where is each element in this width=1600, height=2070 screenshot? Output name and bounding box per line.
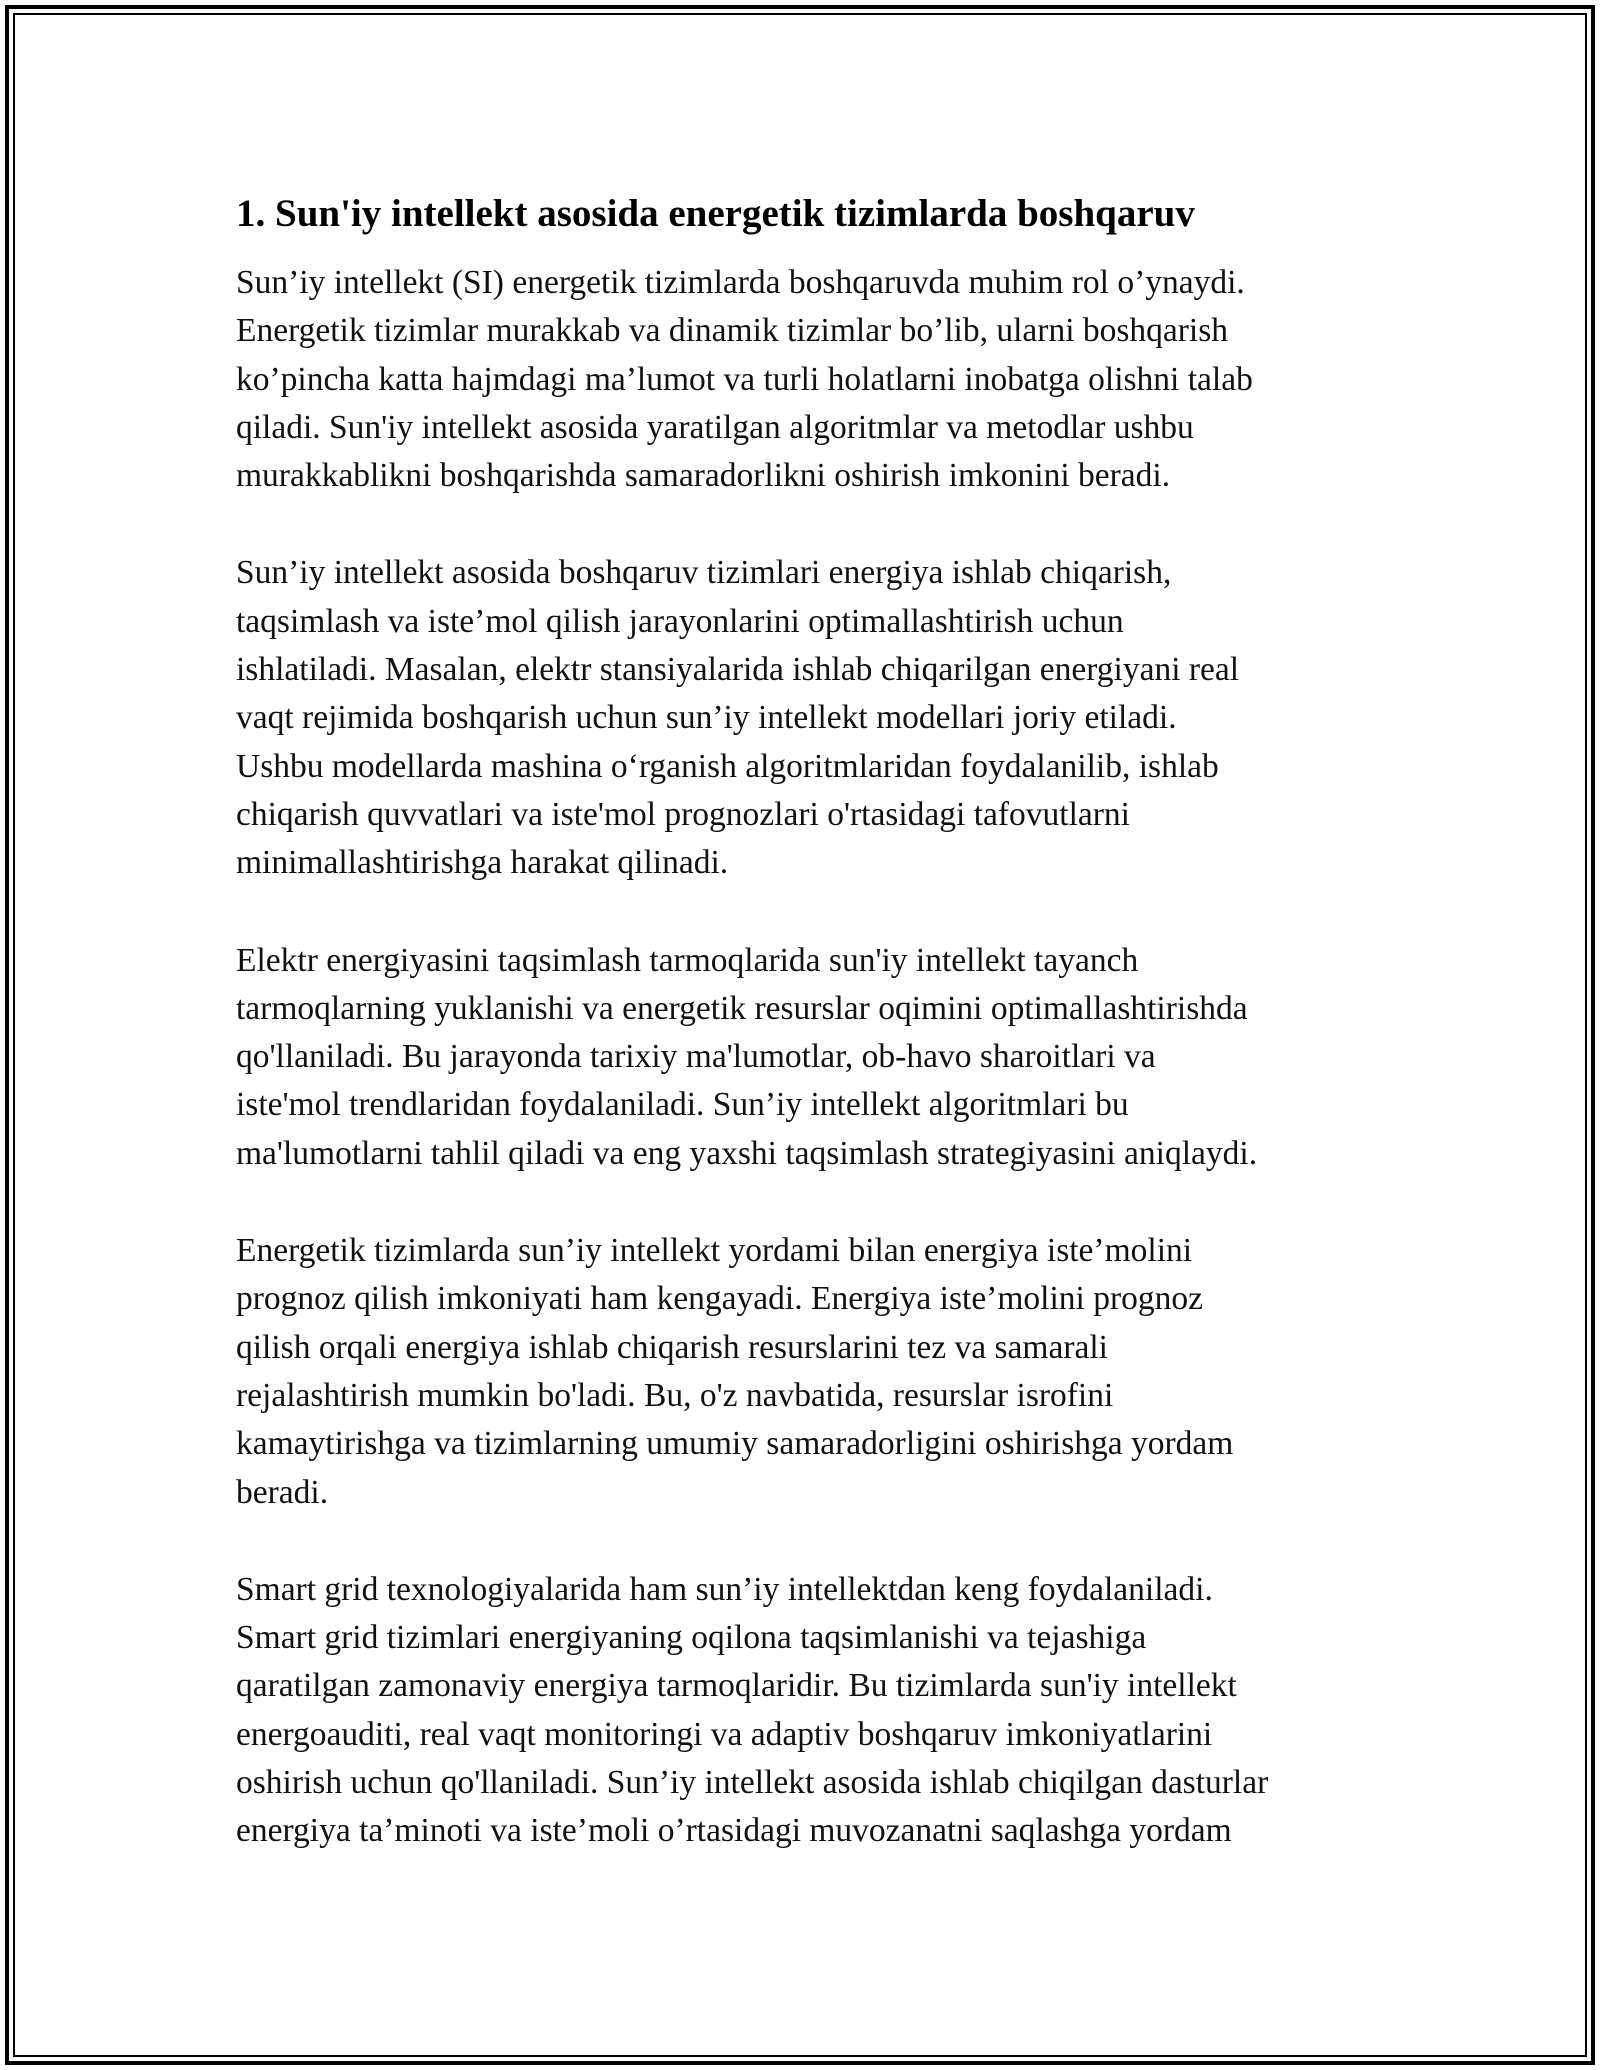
text-line: ishlatiladi. Masalan, elektr stansiyalarida ishlab chiqarilgan energiyani real [236,651,1240,689]
text-line: Sun’iy intellekt (SI) energetik tizimlarda boshqaruvda muhim rol o’ynaydi. [236,264,1245,301]
paragraph-4 [236,1227,1386,1517]
text-line: Smart grid texnologiyalarida ham sun’iy intellektdan keng foydalaniladi. [236,1570,1213,1608]
text-line: Energetik tizimlar murakkab va dinamik tizimlar bo’lib, ularni boshqarish [236,312,1229,350]
text-line: qilish orqali energiya ishlab chiqarish resurslarini tez va samarali [236,1328,1108,1366]
text-line: chiqarish quvvatlari va iste'mol prognozlari o'rtasidagi tafovutlarni [236,795,1130,833]
text-line: prognoz qilish imkoniyati ham kengayadi. Energiya iste’molini prognoz [236,1280,1203,1318]
text-line: ko’pincha katta hajmdagi ma’lumot va turli holatlarni inobatga olishni talab [236,360,1253,398]
text-line: ma'lumotlarni tahlil qiladi va eng yaxshi taqsimlash strategiyasini aniqlaydi. [236,1134,1258,1172]
text-line: qiladi. Sun'iy intellekt asosida yaratilgan algoritmlar va metodlar ushbu [236,408,1194,446]
text-line: beradi. [236,1473,329,1511]
text-line: taqsimlash va iste’mol qilish jarayonlarini optimallashtirish uchun [236,602,1124,640]
text-line: tarmoqlarning yuklanishi va energetik resurslar oqimini optimallashtirishda [236,989,1248,1027]
text-line: vaqt rejimida boshqarish uchun sun’iy intellekt modellari joriy etiladi. [236,699,1177,737]
text-line: minimallashtirishga harakat qilinadi. [236,844,729,882]
text-line: murakkablikni boshqarishda samaradorlikni oshirish imkonini beradi. [236,457,1171,495]
text-line: energiya ta’minoti va iste’moli o’rtasidagi muvozanatni saqlashga yordam [236,1812,1232,1850]
text-line: Elektr energiyasini taqsimlash tarmoqlarida sun'iy intellekt tayanch [236,941,1139,979]
document-body [236,186,1386,1905]
text-line: qaratilgan zamonaviy energiya tarmoqlaridir. Bu tizimlarda sun'iy intellekt [236,1667,1237,1705]
paragraph-2 [236,549,1386,887]
text-line: Smart grid tizimlari energiyaning oqilona taqsimlanishi va tejashiga [236,1619,1147,1657]
paragraph-3 [236,937,1386,1178]
text-line: Energetik tizimlarda sun’iy intellekt yordami bilan energiya iste’molini [236,1232,1193,1270]
paragraph-1 [236,259,1386,500]
text-line: oshirish uchun qo'llaniladi. Sun’iy intellekt asosida ishlab chiqilgan dasturlar [236,1764,1269,1802]
text-line: rejalashtirish mumkin bo'ladi. Bu, o'z navbatida, resurslar isrofini [236,1376,1114,1414]
text-line: iste'mol trendlaridan foydalaniladi. Sun’iy intellekt algoritmlari bu [236,1086,1129,1124]
text-line: Sun’iy intellekt asosida boshqaruv tizimlari energiya ishlab chiqarish, [236,554,1172,592]
text-line: energoauditi, real vaqt monitoringi va adaptiv boshqaruv imkoniyatlarini [236,1715,1213,1753]
text-line: kamaytirishga va tizimlarning umumiy samaradorligini oshirishga yordam [236,1425,1234,1463]
section-heading: 1. Sun'iy intellekt asosida energetik tizimlarda boshqaruv [236,192,1195,235]
paragraph-5 [236,1566,1386,1856]
text-line: qo'llaniladi. Bu jarayonda tarixiy ma'lumotlar, ob-havo sharoitlari va [236,1038,1156,1076]
text-line: Ushbu modellarda mashina o‘rganish algoritmlaridan foydalanilib, ishlab [236,747,1219,785]
